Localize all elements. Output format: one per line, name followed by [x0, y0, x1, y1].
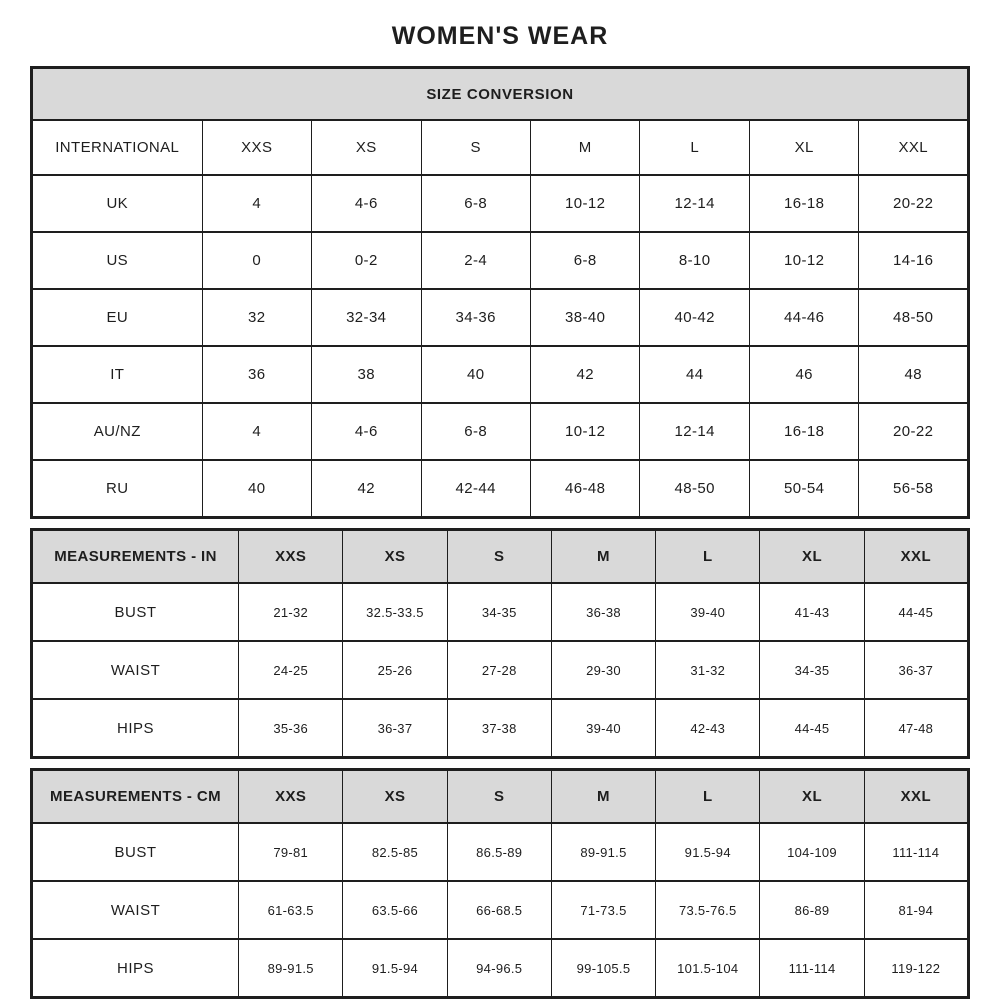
- cell: 81-94: [864, 881, 968, 939]
- column-header-international: INTERNATIONAL: [32, 120, 203, 175]
- table-row-eu: [32, 289, 969, 346]
- cell: 71-73.5: [551, 881, 655, 939]
- cell: 79-81: [239, 823, 343, 881]
- table-row-hips-cm: [32, 939, 969, 998]
- size-conversion-title: SIZE CONVERSION: [32, 68, 969, 121]
- column-header-l: L: [656, 530, 760, 584]
- cell: 41-43: [760, 583, 864, 641]
- cell: 39-40: [551, 699, 655, 758]
- column-header-xs: XS: [343, 770, 447, 824]
- size-conversion-table: [30, 66, 970, 519]
- cell: 48: [859, 346, 969, 403]
- column-header-xl: XL: [760, 530, 864, 584]
- table-row-bust-cm: [32, 823, 969, 881]
- row-label: AU/NZ: [32, 403, 203, 460]
- cell: 48-50: [859, 289, 969, 346]
- cell: 24-25: [239, 641, 343, 699]
- measurements-cm-table: [30, 768, 970, 999]
- cell: 4: [202, 403, 311, 460]
- cell: 48-50: [640, 460, 749, 518]
- row-label: EU: [32, 289, 203, 346]
- cell: 36: [202, 346, 311, 403]
- row-label: BUST: [32, 583, 239, 641]
- cell: 34-35: [447, 583, 551, 641]
- column-header-m: M: [551, 530, 655, 584]
- row-label: BUST: [32, 823, 239, 881]
- cell: 34-35: [760, 641, 864, 699]
- cell: 35-36: [239, 699, 343, 758]
- column-header-xxs: XXS: [202, 120, 311, 175]
- cell: 12-14: [640, 175, 749, 232]
- column-header-xxs: XXS: [239, 770, 343, 824]
- cell: 42: [312, 460, 421, 518]
- table-row-it: [32, 346, 969, 403]
- row-label: IT: [32, 346, 203, 403]
- cell: 40: [421, 346, 530, 403]
- cell: 6-8: [421, 175, 530, 232]
- cell: 89-91.5: [239, 939, 343, 998]
- cell: 20-22: [859, 403, 969, 460]
- cell: 63.5-66: [343, 881, 447, 939]
- cell: 10-12: [530, 175, 639, 232]
- cell: 16-18: [749, 175, 858, 232]
- cell: 44: [640, 346, 749, 403]
- cell: 32.5-33.5: [343, 583, 447, 641]
- cell: 27-28: [447, 641, 551, 699]
- cell: 25-26: [343, 641, 447, 699]
- row-label: HIPS: [32, 699, 239, 758]
- cell: 46-48: [530, 460, 639, 518]
- cell: 32: [202, 289, 311, 346]
- cell: 4: [202, 175, 311, 232]
- cell: 61-63.5: [239, 881, 343, 939]
- cell: 34-36: [421, 289, 530, 346]
- column-header-xxl: XXL: [864, 770, 968, 824]
- cell: 89-91.5: [551, 823, 655, 881]
- table-caption-row: [32, 68, 969, 121]
- cell: 4-6: [312, 175, 421, 232]
- cell: 46: [749, 346, 858, 403]
- table-row-ru: [32, 460, 969, 518]
- cell: 10-12: [749, 232, 858, 289]
- cell: 119-122: [864, 939, 968, 998]
- column-header-s: S: [421, 120, 530, 175]
- cell: 42-43: [656, 699, 760, 758]
- cell: 38-40: [530, 289, 639, 346]
- table-row-aunz: [32, 403, 969, 460]
- cell: 39-40: [656, 583, 760, 641]
- cell: 91.5-94: [656, 823, 760, 881]
- cell: 56-58: [859, 460, 969, 518]
- column-header-s: S: [447, 770, 551, 824]
- cell: 40-42: [640, 289, 749, 346]
- column-header-m: M: [551, 770, 655, 824]
- cell: 73.5-76.5: [656, 881, 760, 939]
- column-header-xs: XS: [312, 120, 421, 175]
- column-header-xs: XS: [343, 530, 447, 584]
- cell: 104-109: [760, 823, 864, 881]
- table-header-row: [32, 120, 969, 175]
- cell: 4-6: [312, 403, 421, 460]
- column-header-xxl: XXL: [859, 120, 969, 175]
- cell: 10-12: [530, 403, 639, 460]
- cell: 82.5-85: [343, 823, 447, 881]
- cell: 99-105.5: [551, 939, 655, 998]
- column-header-l: L: [640, 120, 749, 175]
- column-header-l: L: [656, 770, 760, 824]
- cell: 50-54: [749, 460, 858, 518]
- cell: 86.5-89: [447, 823, 551, 881]
- cell: 12-14: [640, 403, 749, 460]
- cell: 101.5-104: [656, 939, 760, 998]
- row-label: WAIST: [32, 641, 239, 699]
- table-row-us: [32, 232, 969, 289]
- cell: 111-114: [864, 823, 968, 881]
- measurements-cm-title: MEASUREMENTS - CM: [32, 770, 239, 824]
- cell: 94-96.5: [447, 939, 551, 998]
- table-row-hips-in: [32, 699, 969, 758]
- cell: 42-44: [421, 460, 530, 518]
- column-header-m: M: [530, 120, 639, 175]
- cell: 47-48: [864, 699, 968, 758]
- cell: 86-89: [760, 881, 864, 939]
- column-header-xl: XL: [760, 770, 864, 824]
- cell: 42: [530, 346, 639, 403]
- cell: 32-34: [312, 289, 421, 346]
- cell: 36-38: [551, 583, 655, 641]
- column-header-xl: XL: [749, 120, 858, 175]
- cell: 6-8: [530, 232, 639, 289]
- cell: 36-37: [343, 699, 447, 758]
- row-label: UK: [32, 175, 203, 232]
- measurements-in-table: [30, 528, 970, 759]
- column-header-xxl: XXL: [864, 530, 968, 584]
- cell: 14-16: [859, 232, 969, 289]
- table-row-waist-cm: [32, 881, 969, 939]
- cell: 16-18: [749, 403, 858, 460]
- cell: 0-2: [312, 232, 421, 289]
- cell: 20-22: [859, 175, 969, 232]
- cell: 36-37: [864, 641, 968, 699]
- column-header-s: S: [447, 530, 551, 584]
- cell: 37-38: [447, 699, 551, 758]
- table-row-bust-in: [32, 583, 969, 641]
- page-title: WOMEN'S WEAR: [391, 22, 609, 50]
- cell: 31-32: [656, 641, 760, 699]
- cell: 66-68.5: [447, 881, 551, 939]
- cell: 21-32: [239, 583, 343, 641]
- cell: 111-114: [760, 939, 864, 998]
- cell: 44-45: [864, 583, 968, 641]
- cell: 44-45: [760, 699, 864, 758]
- cell: 91.5-94: [343, 939, 447, 998]
- row-label: WAIST: [32, 881, 239, 939]
- cell: 2-4: [421, 232, 530, 289]
- cell: 38: [312, 346, 421, 403]
- row-label: RU: [32, 460, 203, 518]
- cell: 40: [202, 460, 311, 518]
- table-row-uk: [32, 175, 969, 232]
- cell: 29-30: [551, 641, 655, 699]
- row-label: US: [32, 232, 203, 289]
- measurements-in-title: MEASUREMENTS - IN: [32, 530, 239, 584]
- table-row-waist-in: [32, 641, 969, 699]
- column-header-xxs: XXS: [239, 530, 343, 584]
- cell: 6-8: [421, 403, 530, 460]
- cell: 8-10: [640, 232, 749, 289]
- table-header-row: [32, 530, 969, 584]
- table-header-row: [32, 770, 969, 824]
- cell: 0: [202, 232, 311, 289]
- row-label: HIPS: [32, 939, 239, 998]
- cell: 44-46: [749, 289, 858, 346]
